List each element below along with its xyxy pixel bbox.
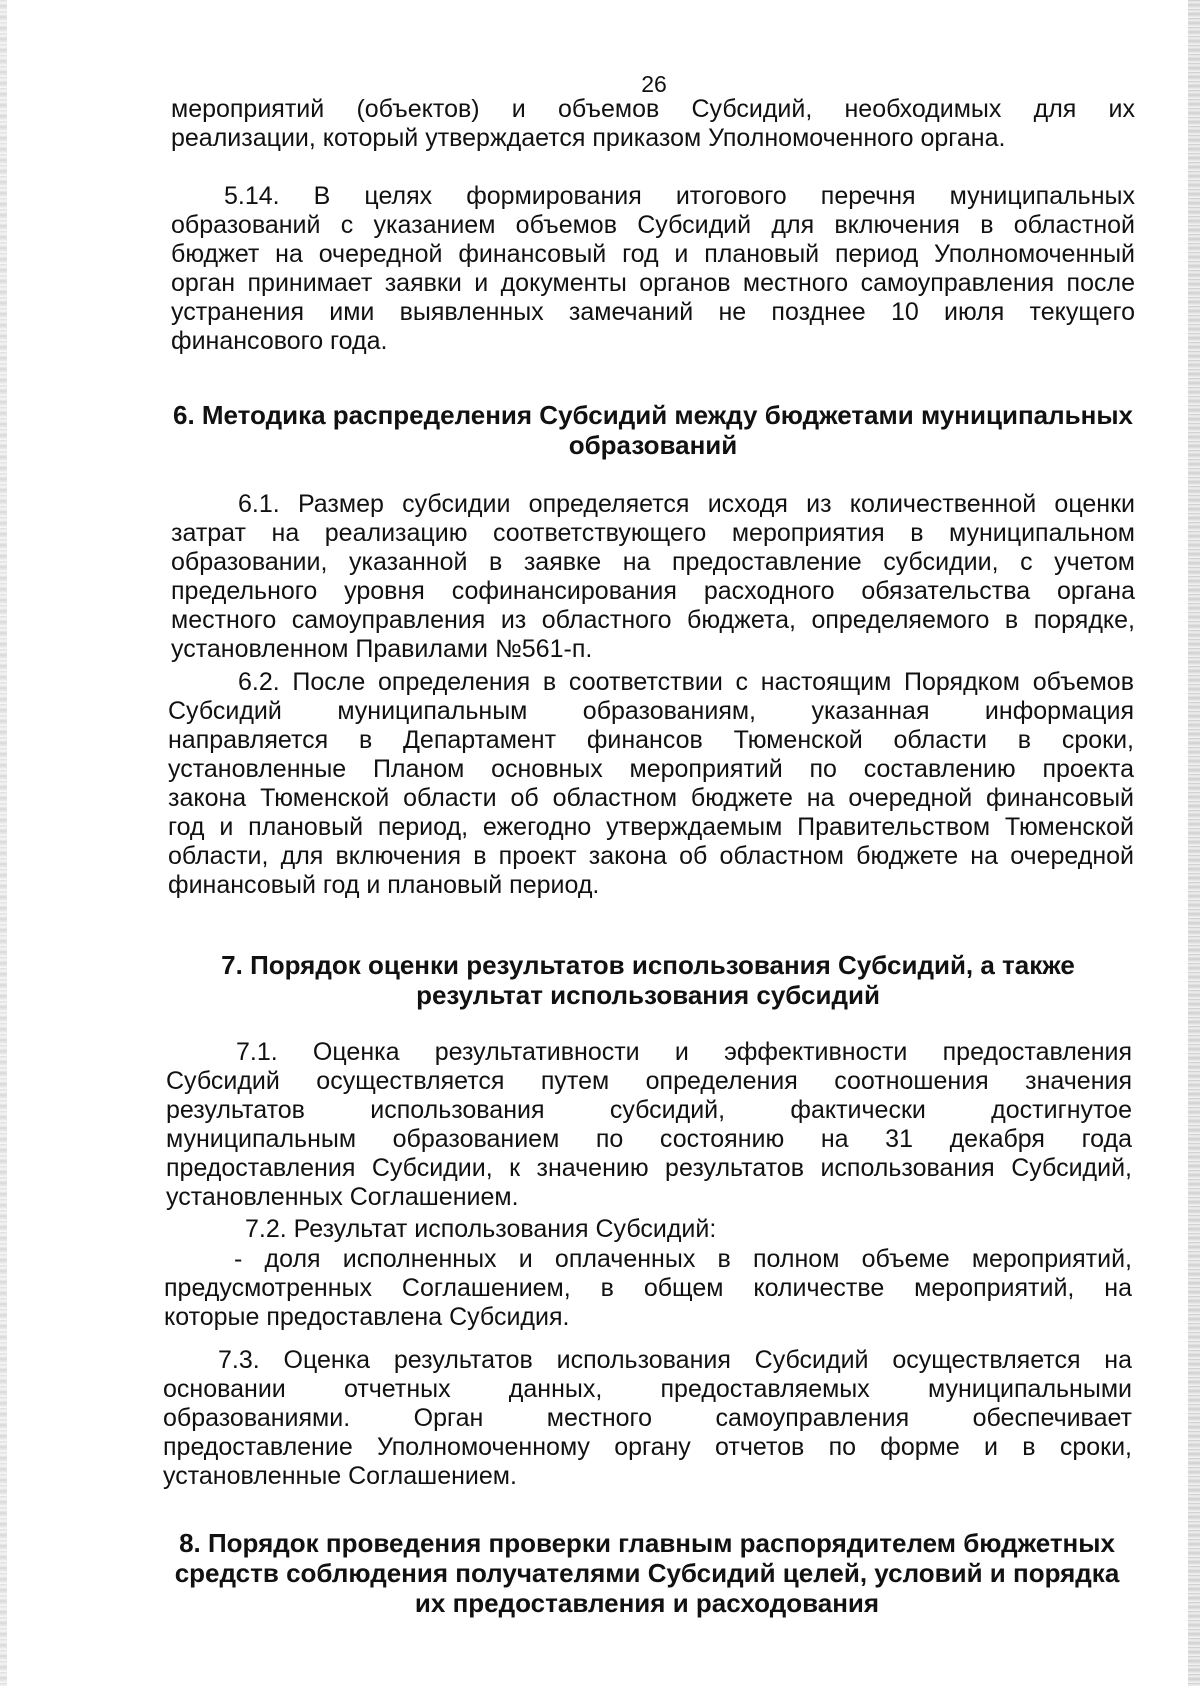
text-line: Субсидий осуществляется путем определения соотношения значения xyxy=(166,1067,1132,1095)
text-line: предусмотренных Соглашением, в общем количестве мероприятий, на xyxy=(164,1274,1132,1302)
text-line: 6.2. После определения в соответствии с настоящим Порядком объемов xyxy=(238,668,1134,696)
text-line: финансовый год и плановый период. xyxy=(168,871,600,899)
text-line: 5.14. В целях формирования итогового перечня муниципальных xyxy=(224,182,1135,210)
paragraph-6-2 xyxy=(168,668,1134,900)
heading-line: образований xyxy=(568,430,738,460)
heading-line: 8. Порядок проведения проверки главным распорядителем бюджетных xyxy=(179,1528,1115,1558)
text-line: местного самоуправления из областного бюджета, определяемого в порядке, xyxy=(171,606,1135,634)
text-line: орган принимает заявки и документы органов местного самоуправления после xyxy=(171,269,1135,297)
text-line: установленные Планом основных мероприятий по составлению проекта xyxy=(168,755,1134,783)
text-line: основании отчетных данных, предоставляемых муниципальными xyxy=(163,1375,1132,1403)
text-line: направляется в Департамент финансов Тюменской области в сроки, xyxy=(168,726,1134,754)
text-line: установленных Соглашением. xyxy=(166,1183,519,1211)
text-line: установленные Соглашением. xyxy=(163,1462,517,1490)
heading-line: 6. Методика распределения Субсидий между бюджетами муниципальных xyxy=(172,400,1133,430)
text-line: 7.3. Оценка результатов использования Субсидий осуществляется на xyxy=(218,1346,1132,1374)
scan-edge-right xyxy=(1188,0,1200,1686)
paragraph-7-2-item xyxy=(164,1245,1132,1332)
text-line: - доля исполненных и оплаченных в полном объеме мероприятий, xyxy=(234,1245,1132,1273)
text-line: Субсидий муниципальным образованиям, указанная информация xyxy=(168,697,1134,725)
text-line: образовании, указанной в заявке на предоставление субсидии, с учетом xyxy=(171,548,1135,576)
text-line: 7.2. Результат использования Субсидий: xyxy=(245,1215,717,1243)
heading-line: 7. Порядок оценки результатов использования Субсидий, а также xyxy=(221,950,1075,980)
text-line: закона Тюменской области об областном бюджете на очередной финансовый xyxy=(168,784,1134,812)
page-number: 26 xyxy=(641,71,667,97)
heading-line: результат использования субсидий xyxy=(416,980,880,1010)
text-line: муниципальным образованием по состоянию на 31 декабря года xyxy=(166,1125,1132,1153)
paragraph-7-2 xyxy=(166,1215,1132,1244)
paragraph-7-1 xyxy=(166,1038,1132,1212)
text-line: финансового года. xyxy=(171,327,388,355)
heading-line: их предоставления и расходования xyxy=(414,1588,880,1618)
text-line: области, для включения в проект закона об областном бюджете на очередной xyxy=(168,842,1134,870)
text-line: затрат на реализацию соответствующего мероприятия в муниципальном xyxy=(171,519,1135,547)
text-line: предельного уровня софинансирования расходного обязательства органа xyxy=(171,577,1135,605)
section-heading-8 xyxy=(164,1528,1130,1618)
text-line: предоставление Уполномоченному органу отчетов по форме и в сроки, xyxy=(163,1433,1132,1461)
section-heading-6 xyxy=(171,400,1135,460)
paragraph-7-3 xyxy=(163,1346,1132,1491)
text-line: устранения ими выявленных замечаний не позднее 10 июля текущего xyxy=(171,298,1135,326)
scan-edge-left xyxy=(0,0,7,1686)
text-line: год и плановый период, ежегодно утверждаемым Правительством Тюменской xyxy=(168,813,1134,841)
text-line: образований с указанием объемов Субсидий для включения в областной xyxy=(171,211,1135,239)
paragraph-6-1 xyxy=(171,490,1135,664)
text-line: реализации, который утверждается приказом Уполномоченного органа. xyxy=(171,124,1006,152)
paragraph-intro xyxy=(171,95,1135,153)
text-line: бюджет на очередной финансовый год и плановый период Уполномоченный xyxy=(171,240,1135,268)
text-line: 6.1. Размер субсидии определяется исходя из количественной оценки xyxy=(238,490,1135,518)
heading-line: средств соблюдения получателями Субсидий целей, условий и порядка xyxy=(174,1558,1120,1588)
text-line: предоставления Субсидии, к значению результатов использования Субсидий, xyxy=(166,1154,1132,1182)
text-line: образованиями. Орган местного самоуправления обеспечивает xyxy=(163,1404,1132,1432)
text-line: результатов использования субсидий, фактически достигнутое xyxy=(166,1096,1132,1124)
text-line: мероприятий (объектов) и объемов Субсидий, необходимых для их xyxy=(171,95,1135,123)
text-line: установленном Правилами №561-п. xyxy=(171,635,593,663)
section-heading-7 xyxy=(166,950,1130,1010)
paragraph-5-14 xyxy=(171,182,1135,356)
text-line: 7.1. Оценка результативности и эффективности предоставления xyxy=(236,1038,1132,1066)
text-line: которые предоставлена Субсидия. xyxy=(164,1303,570,1331)
